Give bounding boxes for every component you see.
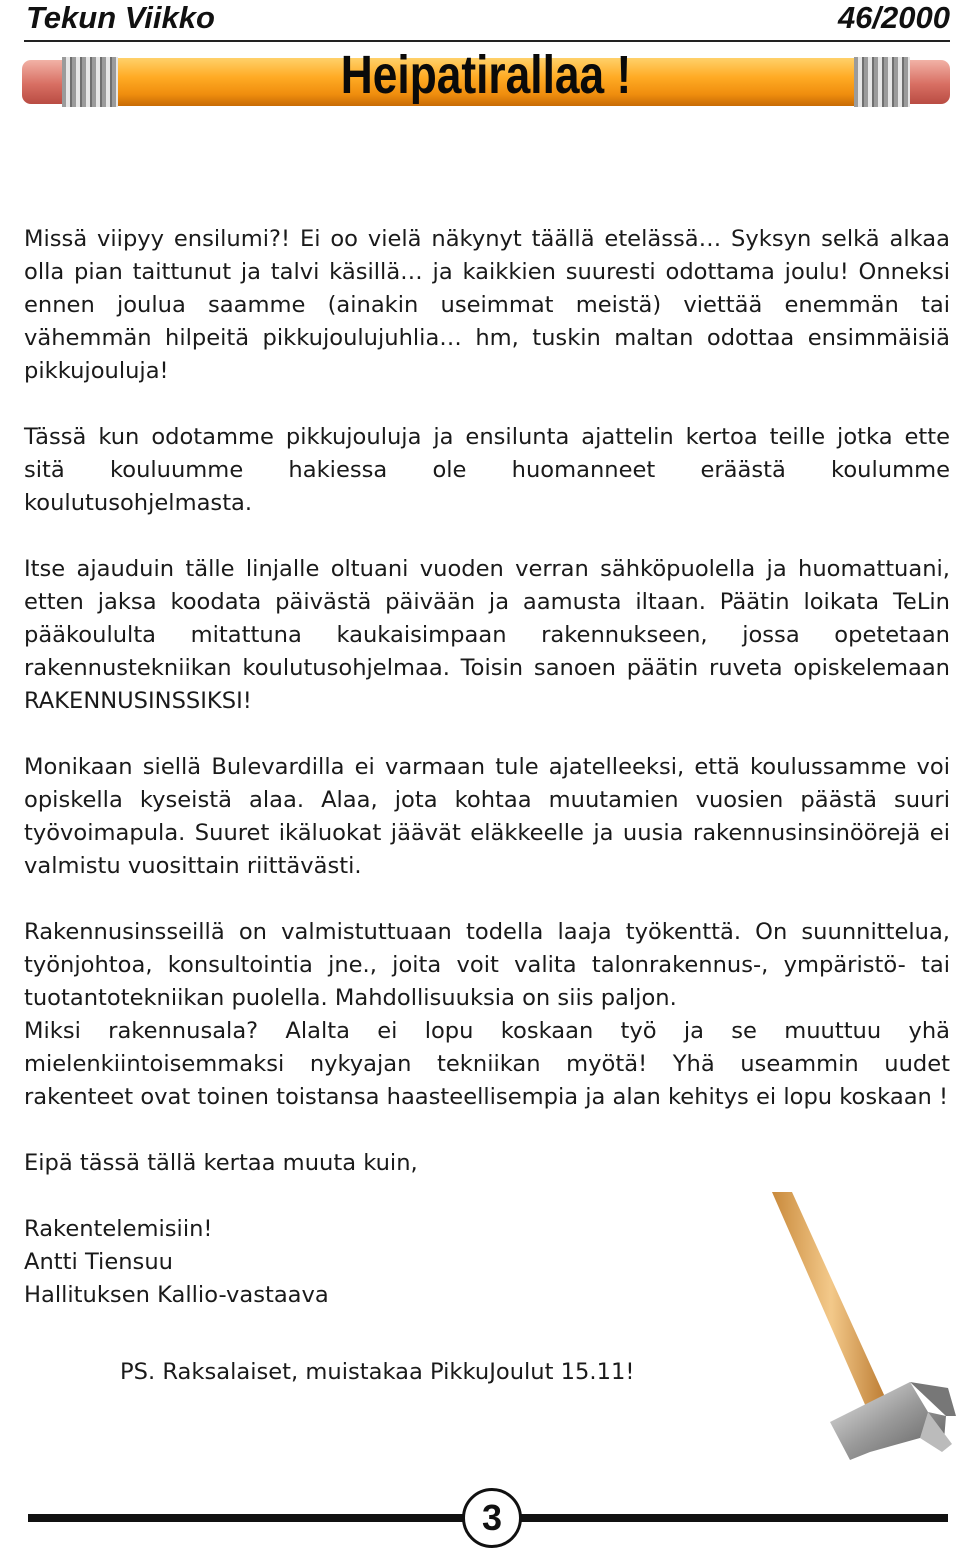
paragraph-intro: Missä viipyy ensilumi?! Ei oo vielä näkynyt täällä etelässä… Syksyn selkä alkaa olla pian taittunut ja talvi käsillä… ja kaikkien suuresti odottama joulu! Onneksi ennen joulua saamme (ainakin useimmat meistä) viettää enemmän tai vähemmän hilpeitä pikkujoulujuhlia… hm, tuskin maltan odottaa ensimmäisiä pikkujouluja! (24, 226, 950, 384)
publication-name: Tekun Viikko (26, 0, 215, 35)
pencil-banner (22, 45, 950, 112)
paragraph-4: Monikaan siellä Bulevardilla ei varmaan tule ajatelleeksi, että koulussamme voi opiskella kyseistä alaa. Alaa, jota kohtaa muutamien vuosien päästä suuri työvoimapula. Suuret ikäluokat jäävät eläkkeelle ja uusia rakennusinsinöörejä ei valmistu vuosittain riittävästi. (24, 754, 950, 879)
paragraph-5: Rakennusinsseillä on valmistuttuaan todella laaja työkenttä. On suunnittelua, työnjohtoa, konsultointia jne., joita voit valita talonrakennus-, ympäristö- tai tuotantotekniikan puolella. Mahdollisuuksia on siis paljon. (24, 919, 950, 1011)
page-number: 3 (462, 1488, 522, 1548)
paragraph-6: Miksi rakennusala? Alalta ei lopu koskaan työ ja se muuttuu yhä mielenkiintoisemmaksi nykyajan tekniikan myötä! Yhä useammin uudet rakenteet ovat toinen toistansa haasteellisempia ja alan kehitys ei lopu koskaan ! (24, 1018, 950, 1110)
paragraph-closing: Eipä tässä tällä kertaa muuta kuin, (24, 1150, 418, 1176)
paragraph-2: Tässä kun odotamme pikkujouluja ja ensilunta ajattelin kertoa teille jotka ette sitä kouluumme hakiessa ole huomanneet eräästä koulumme koulutusohjelmasta. (24, 424, 950, 516)
issue-number: 46/2000 (837, 0, 950, 35)
pencil-eraser-left (22, 60, 62, 104)
author-name: Antti Tiensuu (24, 1249, 173, 1275)
article-body (24, 223, 950, 1312)
hammer-icon (760, 1190, 960, 1480)
pencil-eraser-right (910, 60, 950, 104)
author-role: Hallituksen Kallio-vastaava (24, 1282, 329, 1308)
paragraph-3: Itse ajauduin tälle linjalle oltuani vuoden verran sähköpuolella ja huomattuani, etten jaksa koodata päivästä päivään ja aamusta iltaan. Päätin loikata TeLin pääkoululta mitattuna kaukaisimpaan rakennukseen, jossa opetetaan rakennustekniikan koulutusohjelmaa. Toisin sanoen päätin ruveta opiskelemaan RAKENNUSINSSIKSI! (24, 556, 950, 714)
article-title: Heipatirallaa ! (340, 45, 632, 105)
signoff-greeting: Rakentelemisiin! (24, 1216, 213, 1242)
page-header (24, 0, 950, 42)
postscript: PS. Raksalaiset, muistakaa PikkuJoulut 15.11! (120, 1359, 635, 1385)
